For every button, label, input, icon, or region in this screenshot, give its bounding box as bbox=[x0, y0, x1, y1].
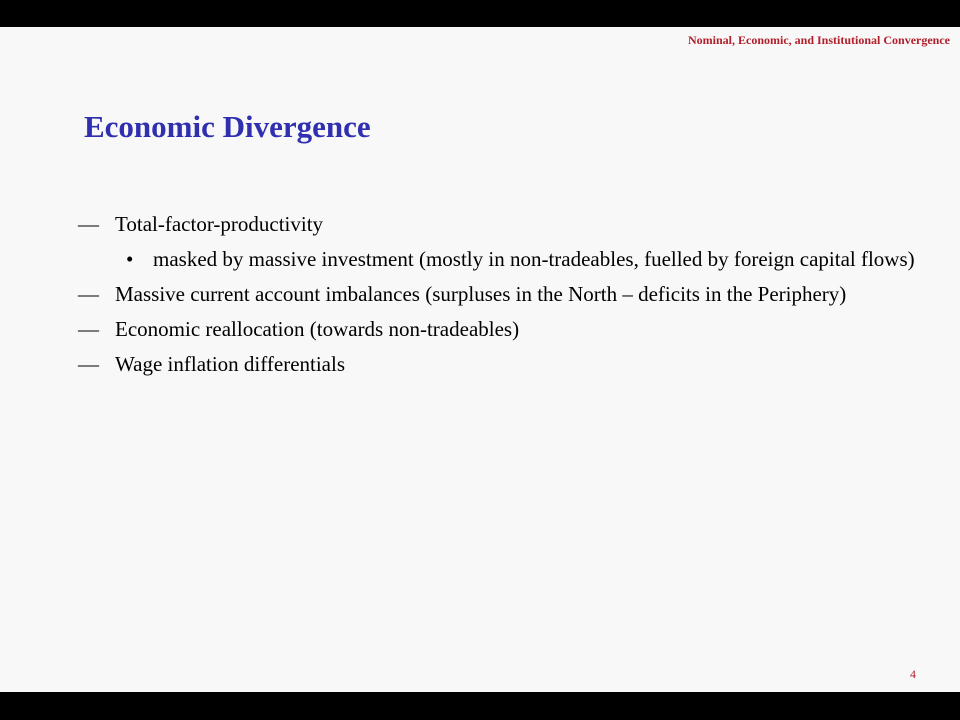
dash-marker: — bbox=[78, 212, 99, 236]
list-item-text: masked by massive investment (mostly in non-tradeables, fuelled by foreign capital flows) bbox=[153, 247, 915, 271]
slide-content bbox=[78, 210, 918, 385]
list-item-imbalances bbox=[78, 280, 918, 309]
list-item-reallocation bbox=[78, 315, 918, 344]
list-item-tfp bbox=[78, 210, 918, 239]
list-item-text: Massive current account imbalances (surpluses in the North – deficits in the Periphery) bbox=[115, 282, 847, 306]
list-item-text: Wage inflation differentials bbox=[115, 352, 346, 376]
letterbox-top bbox=[0, 0, 960, 27]
bullet-marker: • bbox=[126, 247, 134, 271]
slide bbox=[0, 27, 960, 692]
page-number: 4 bbox=[910, 667, 916, 681]
dash-marker: — bbox=[78, 352, 99, 376]
list-item-text: Economic reallocation (towards non-tradeables) bbox=[115, 317, 520, 341]
list-item-text: Total-factor-productivity bbox=[115, 212, 324, 236]
letterbox-bottom bbox=[0, 692, 960, 720]
dash-marker: — bbox=[78, 317, 99, 341]
dash-marker: — bbox=[78, 282, 99, 306]
running-header: Nominal, Economic, and Institutional Convergence bbox=[687, 33, 950, 47]
sub-list-item-investment bbox=[78, 245, 918, 274]
list-item-wage-inflation bbox=[78, 350, 918, 379]
slide-title: Economic Divergence bbox=[84, 109, 371, 144]
